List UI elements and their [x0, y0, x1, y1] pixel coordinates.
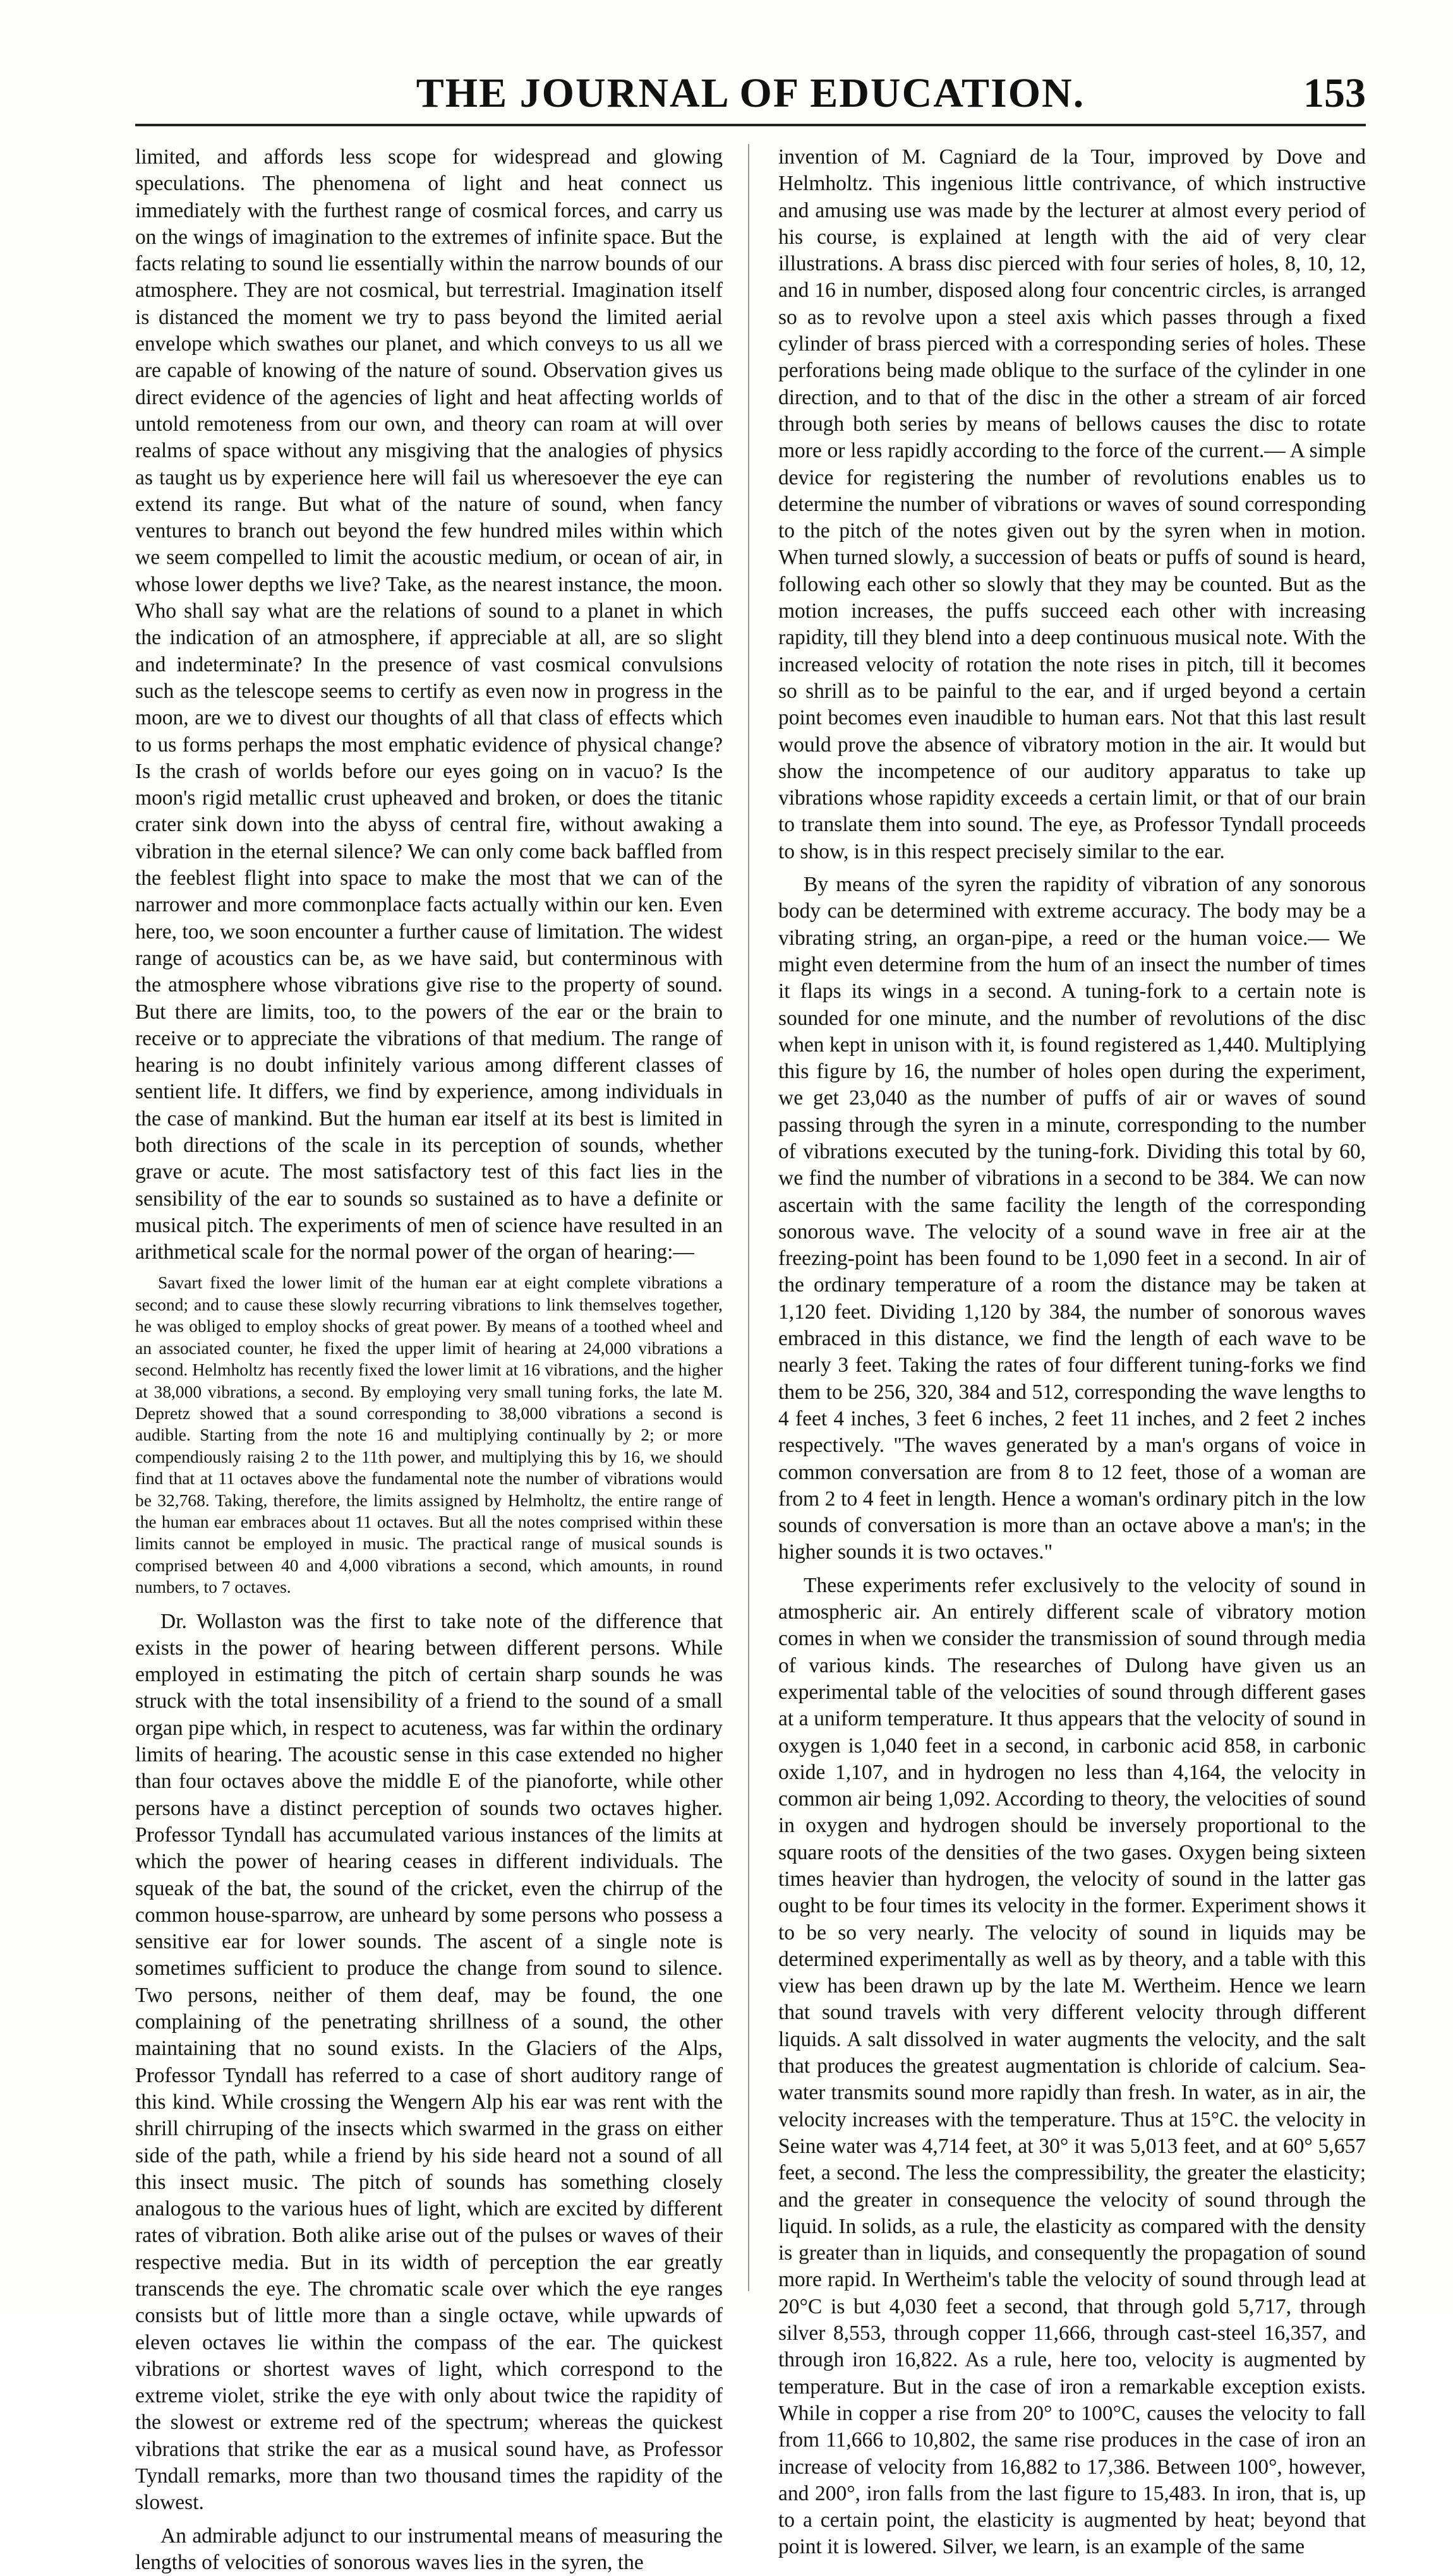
- block-quote: Savart fixed the lower limit of the human ear at eight complete vibrations a second; and to cause these slowly recurring vibrations to link themselves together, he was obliged to employ shocks of great power. By means of a toothed wheel and an associated counter, he fixed the upper limit of hearing at 24,000 vibrations a second. Helmholtz has recently fixed the lower limit at 16 vibrations, and the higher at 38,000 vibrations, a second. By employing very small tuning forks, the late M. Depretz showed that a sound corresponding to 38,000 vibrations a second is audible. Starting from the note 16 and multiplying continually by 2; or more compendiously raising 2 to the 11th power, and multiplying this by 16, we should find that at 11 octaves above the fundamental note the number of vibrations would be 32,768. Taking, therefore, the limits assigned by Helmholtz, the entire range of the human ear embraces about 11 octaves. But all the notes comprised within these limits cannot be employed in music. The practical range of musical sounds is comprised between 40 and 4,000 vibrations a second, which amounts, in round numbers, to 7 octaves.: [135, 1273, 723, 1597]
- page-number: 153: [1303, 70, 1366, 116]
- header-rule: [135, 124, 1366, 126]
- left-column: [135, 144, 723, 2574]
- paragraph: limited, and affords less scope for widespread and glowing speculations. The phenomena of light and heat connect us immediately with the furthest range of cosmical forces, and carry us on the wings of imagination to the extremes of infinite space. But the facts relating to sound lie essentially within the narrow bounds of our atmosphere. They are not cosmical, but terrestrial. Imagination itself is distanced the moment we try to pass beyond the limited aerial envelope which swathes our planet, and which conveys to us all we are capable of knowing of the nature of sound. Observation gives us direct evidence of the agencies of light and heat affecting worlds of untold remoteness from our own, and theory can roam at will over realms of space without any misgiving that the analogies of physics as taught us by experience here will fail us wheresoever the eye can extend its range. But what of the nature of sound, when fancy ventures to branch out beyond the few hundred miles within which we seem compelled to limit the acoustic medium, or ocean of air, in whose lower depths we live? Take, as the nearest instance, the moon. Who shall say what are the relations of sound to a planet in which the indication of an atmosphere, if appreciable at all, are so slight and indeterminate? In the presence of vast cosmical convulsions such as the telescope seems to certify as even now in progress in the moon, are we to divest our thoughts of all that class of effects which to us forms perhaps the most emphatic evidence of physical change? Is the crash of worlds before our eyes going on in vacuo? Is the moon's rigid metallic crust upheaved and broken, or does the titanic crater sink down into the abyss of central fire, without awaking a vibration in the eternal silence? We can only come back baffled from the feeblest flight into space to make the most that we can of the narrower and more commonplace facts actually within our ken. Even here, too, we soon encounter a further cause of limitation. The widest range of acoustics can be, as we have said, but conterminous with the atmosphere whose vibrations give rise to the property of sound. But there are limits, too, to the powers of the ear or the brain to receive or to appreciate the vibrations of that medium. The range of hearing is no doubt infinitely various among different classes of sentient life. It differs, we find by experience, among individuals in the case of mankind. But the human ear itself at its best is limited in both directions of the scale in its perception of sounds, whether grave or acute. The most satisfactory test of this fact lies in the sensibility of the ear to sounds so sustained as to have a definite or musical pitch. The experiments of men of science have resulted in an arithmetical scale for the normal power of the organ of hearing:—: [135, 145, 723, 1264]
- journal-title: THE JOURNAL OF EDUCATION.: [416, 70, 1085, 116]
- column-divider: [748, 144, 749, 2291]
- paragraph: An admirable adjunct to our instrumental means of measuring the lengths of velocities of sonorous waves lies in the syren, the: [135, 2524, 723, 2574]
- paragraph: By means of the syren the rapidity of vibration of any sonorous body can be determined with extreme accuracy. The body may be a vibrating string, an organ-pipe, a reed or the human voice.— We might even determine from the hum of an insect the number of times it flaps its wings in a second. A tuning-fork to a certain note is sounded for one minute, and the number of revolutions of the disc when kept in unison with it, is found registered as 1,440. Multiplying this figure by 16, the number of holes open during the experiment, we get 23,040 as the number of puffs of air or waves of sound passing through the syren in a minute, corresponding to the number of vibrations executed by the tuning-fork. Dividing this total by 60, we find the number of vibrations in a second to be 384. We can now ascertain with the same facility the length of the corresponding sonorous wave. The velocity of a sound wave in free air at the freezing-point has been found to be 1,090 feet in a second. In air of the ordinary temperature of a room the distance may be taken at 1,120 feet. Dividing 1,120 by 384, the number of sonorous waves embraced in this distance, we find the length of each wave to be nearly 3 feet. Taking the rates of four different tuning-forks we find them to be 256, 320, 384 and 512, corresponding the wave lengths to 4 feet 4 inches, 3 feet 6 inches, 2 feet 11 inches, and 2 feet 2 inches respectively. "The waves generated by a man's organs of voice in common conversation are from 8 to 12 feet, those of a woman are from 2 to 4 feet in length. Hence a woman's ordinary pitch in the low sounds of conversation is more than an octave above a man's; in the higher sounds it is two octaves.": [778, 873, 1366, 1564]
- running-header: [135, 69, 1366, 121]
- paragraph: These experiments refer exclusively to the velocity of sound in atmospheric air. An entirely different scale of vibratory motion comes in when we consider the transmission of sound through media of various kinds. The researches of Dulong have given us an experimental table of the velocities of sound through different gases at a uniform temperature. It thus appears that the velocity of sound in oxygen is 1,040 feet in a second, in carbonic acid 858, in carbonic oxide 1,107, and in hydrogen no less than 4,164, the velocity in common air being 1,092. According to theory, the velocities of sound in oxygen and hydrogen should be inversely proportional to the square roots of the densities of the two gases. Oxygen being sixteen times heavier than hydrogen, the velocity of sound in the latter gas ought to be four times its velocity in the former. Experiment shows it to be so very nearly. The velocity of sound in liquids may be determined experimentally as well as by theory, and a table with this view has been drawn up by the late M. Wertheim. Hence we learn that sound travels with very different velocity through different liquids. A salt dissolved in water augments the velocity, and the salt that produces the greatest augmentation is chloride of calcium. Sea-water transmits sound more rapidly than fresh. In water, as in air, the velocity increases with the temperature. Thus at 15°C. the velocity in Seine water was 4,714 feet, at 30° it was 5,013 feet, and at 60° 5,657 feet, a second. The less the compressibility, the greater the elasticity; and the greater in consequence the velocity of sound through the liquid. In solids, as a rule, the elasticity as compared with the density is greater than in liquids, and consequently the propagation of sound more rapid. In Wertheim's table the velocity of sound through lead at 20°C is but 4,030 feet a second, that through gold 5,717, through silver 8,553, through copper 11,666, through cast-steel 16,357, and through iron 16,822. As a rule, here too, velocity is augmented by temperature. But in the case of iron a remarkable exception exists. While in copper a rise from 20° to 100°C, causes the velocity to fall from 11,666 to 10,802, the same rise produces in the case of iron an increase of velocity from 16,882 to 17,386. Between 100°, however, and 200°, iron falls from the last figure to 15,483. In iron, that is, up to a certain point, the elasticity is augmented by heat; beyond that point it is lowered. Silver, we learn, is an example of the same: [778, 1573, 1366, 2559]
- paragraph: invention of M. Cagniard de la Tour, improved by Dove and Helmholtz. This ingenious little contrivance, of which instructive and amusing use was made by the lecturer at almost every period of his course, is explained at length with the aid of very clear illustrations. A brass disc pierced with four series of holes, 8, 10, 12, and 16 in number, disposed along four concentric circles, is arranged so as to revolve upon a steel axis which passes through a fixed cylinder of brass pierced with a corresponding series of holes. These perforations being made oblique to the surface of the cylinder in one direction, and to that of the disc in the other a stream of air forced through both series by means of bellows causes the disc to rotate more or less rapidly according to the force of the current.— A simple device for registering the number of revolutions enables us to determine the number of vibrations or waves of sound corresponding to the pitch of the notes given out by the syren when in motion. When turned slowly, a succession of beats or puffs of sound is heard, following each other so slowly that they may be counted. But as the motion increases, the puffs succeed each other with increasing rapidity, till they blend into a deep continuous musical note. With the increased velocity of rotation the note rises in pitch, till it becomes so shrill as to be painful to the ear, and if urged beyond a certain point becomes even inaudible to human ears. Not that this last result would prove the absence of vibratory motion in the air. It would but show the incompetence of our auditory apparatus to take up vibrations whose rapidity exceeds a certain limit, or that of our brain to translate them into sound. The eye, as Professor Tyndall proceeds to show, is in this respect precisely similar to the ear.: [778, 145, 1366, 863]
- right-column: [778, 144, 1366, 2559]
- paragraph: Dr. Wollaston was the first to take note of the difference that exists in the power of hearing between different persons. While employed in estimating the pitch of certain sharp sounds he was struck with the total insensibility of a friend to the sound of a small organ pipe which, in respect to acuteness, was far within the ordinary limits of hearing. The acoustic sense in this case extended no higher than four octaves above the middle E of the pianoforte, while other persons have a distinct perception of sounds two octaves higher. Professor Tyndall has accumulated various instances of the limits at which the power of hearing ceases in different individuals. The squeak of the bat, the sound of the cricket, even the chirrup of the common house-sparrow, are unheard by some persons who possess a sensitive ear for lower sounds. The ascent of a single note is sometimes sufficient to produce the change from sound to silence. Two persons, neither of them deaf, may be found, the one complaining of the penetrating shrillness of a sound, the other maintaining that no sound exists. In the Glaciers of the Alps, Professor Tyndall has referred to a case of short auditory range of this kind. While crossing the Wengern Alp his ear was rent with the shrill chirruping of the insects which swarmed in the grass on either side of the path, while a friend by his side heard not a sound of all this insect music. The pitch of sounds has something closely analogous to the various hues of light, which are excited by different rates of vibration. Both alike arise out of the pulses or waves of their respective media. But in its width of perception the ear greatly transcends the eye. The chromatic scale over which the eye ranges consists but of little more than a single octave, while upwards of eleven octaves lie within the compass of the ear. The quickest vibrations or shortest waves of light, which correspond to the extreme violet, strike the eye with only about twice the rapidity of the slowest or extreme red of the spectrum; whereas the quickest vibrations that strike the ear as a musical sound have, as Professor Tyndall remarks, more than two thousand times the rapidity of the slowest.: [135, 1609, 723, 2515]
